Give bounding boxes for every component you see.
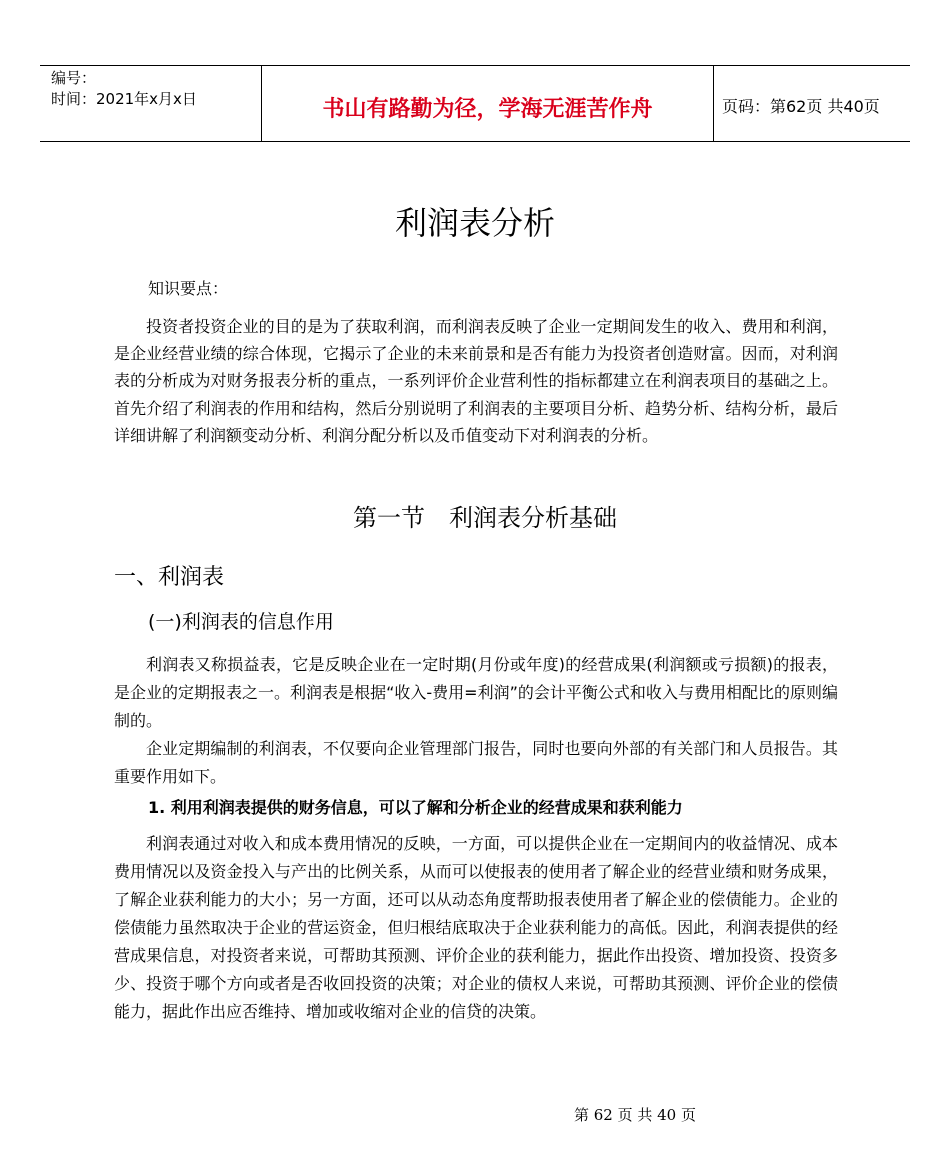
document-number-label: 编号：	[51, 69, 97, 87]
document-date-label: 时间：2021年x月x日	[51, 90, 197, 108]
header-motto-cell	[261, 66, 714, 141]
body-paragraph-1: 利润表又称损益表，它是反映企业在一定时期(月份或年度)的经营成果(利润额或亏损额)的报表，是企业的定期报表之一。利润表是根据“收入-费用=利润”的会计平衡公式和收入与费用相配比的原则编制的。	[114, 655, 838, 730]
intro-paragraph: 投资者投资企业的目的是为了获取利润，而利润表反映了企业一定期间发生的收入、费用和利润，是企业经营业绩的综合体现，它揭示了企业的未来前景和是否有能力为投资者创造财富。因而，对利润表的分析成为对财务报表分析的重点，一系列评价企业营利性的指标都建立在利润表项目的基础之上。首先介绍了利润表的作用和结构，然后分别说明了利润表的主要项目分析、趋势分析、结构分析，最后详细讲解了利润额变动分析、利润分配分析以及币值变动下对利润表的分析。	[114, 317, 838, 445]
knowledge-points-label: 知识要点：	[148, 279, 229, 298]
body-paragraph-3: 利润表通过对收入和成本费用情况的反映，一方面，可以提供企业在一定期间内的收益情况、成本费用情况以及资金投入与产出的比例关系，从而可以使报表的使用者了解企业的经营业绩和财务成果，了解企业获利能力的大小；另一方面，还可以从动态角度帮助报表使用者了解企业的偿债能力。企业的偿债能力虽然取决于企业的营运资金，但归根结底取决于企业获利能力的高低。因此，利润表提供的经营成果信息，对投资者来说，可帮助其预测、评价企业的获利能力，据此作出投资、增加投资、投资多少、投资于哪个方向或者是否收回投资的决策；对企业的债权人来说，可帮助其预测、评价企业的偿债能力，据此作出应否维持、增加或收缩对企业的信贷的决策。	[114, 834, 838, 1021]
document-title: 利润表分析	[394, 204, 555, 242]
page-footer: 第 62 页 共 40 页	[573, 1106, 696, 1124]
header-left-cell	[40, 66, 261, 141]
heading-level-3: 1. 利用利润表提供的财务信息，可以了解和分析企业的经营成果和获利能力	[148, 798, 683, 817]
heading-level-2: (一)利润表的信息作用	[148, 611, 334, 633]
header-motto: 书山有路勤为径，学海无涯苦作舟	[322, 97, 653, 122]
section-title: 第一节 利润表分析基础	[353, 504, 617, 532]
header-table	[40, 65, 910, 142]
header-page-info: 页码：第62页 共40页	[722, 97, 880, 116]
body-paragraph-2: 企业定期编制的利润表，不仅要向企业管理部门报告，同时也要向外部的有关部门和人员报告。其重要作用如下。	[114, 739, 838, 786]
heading-level-1: 一、利润表	[114, 565, 225, 590]
header-page-cell	[713, 66, 910, 141]
